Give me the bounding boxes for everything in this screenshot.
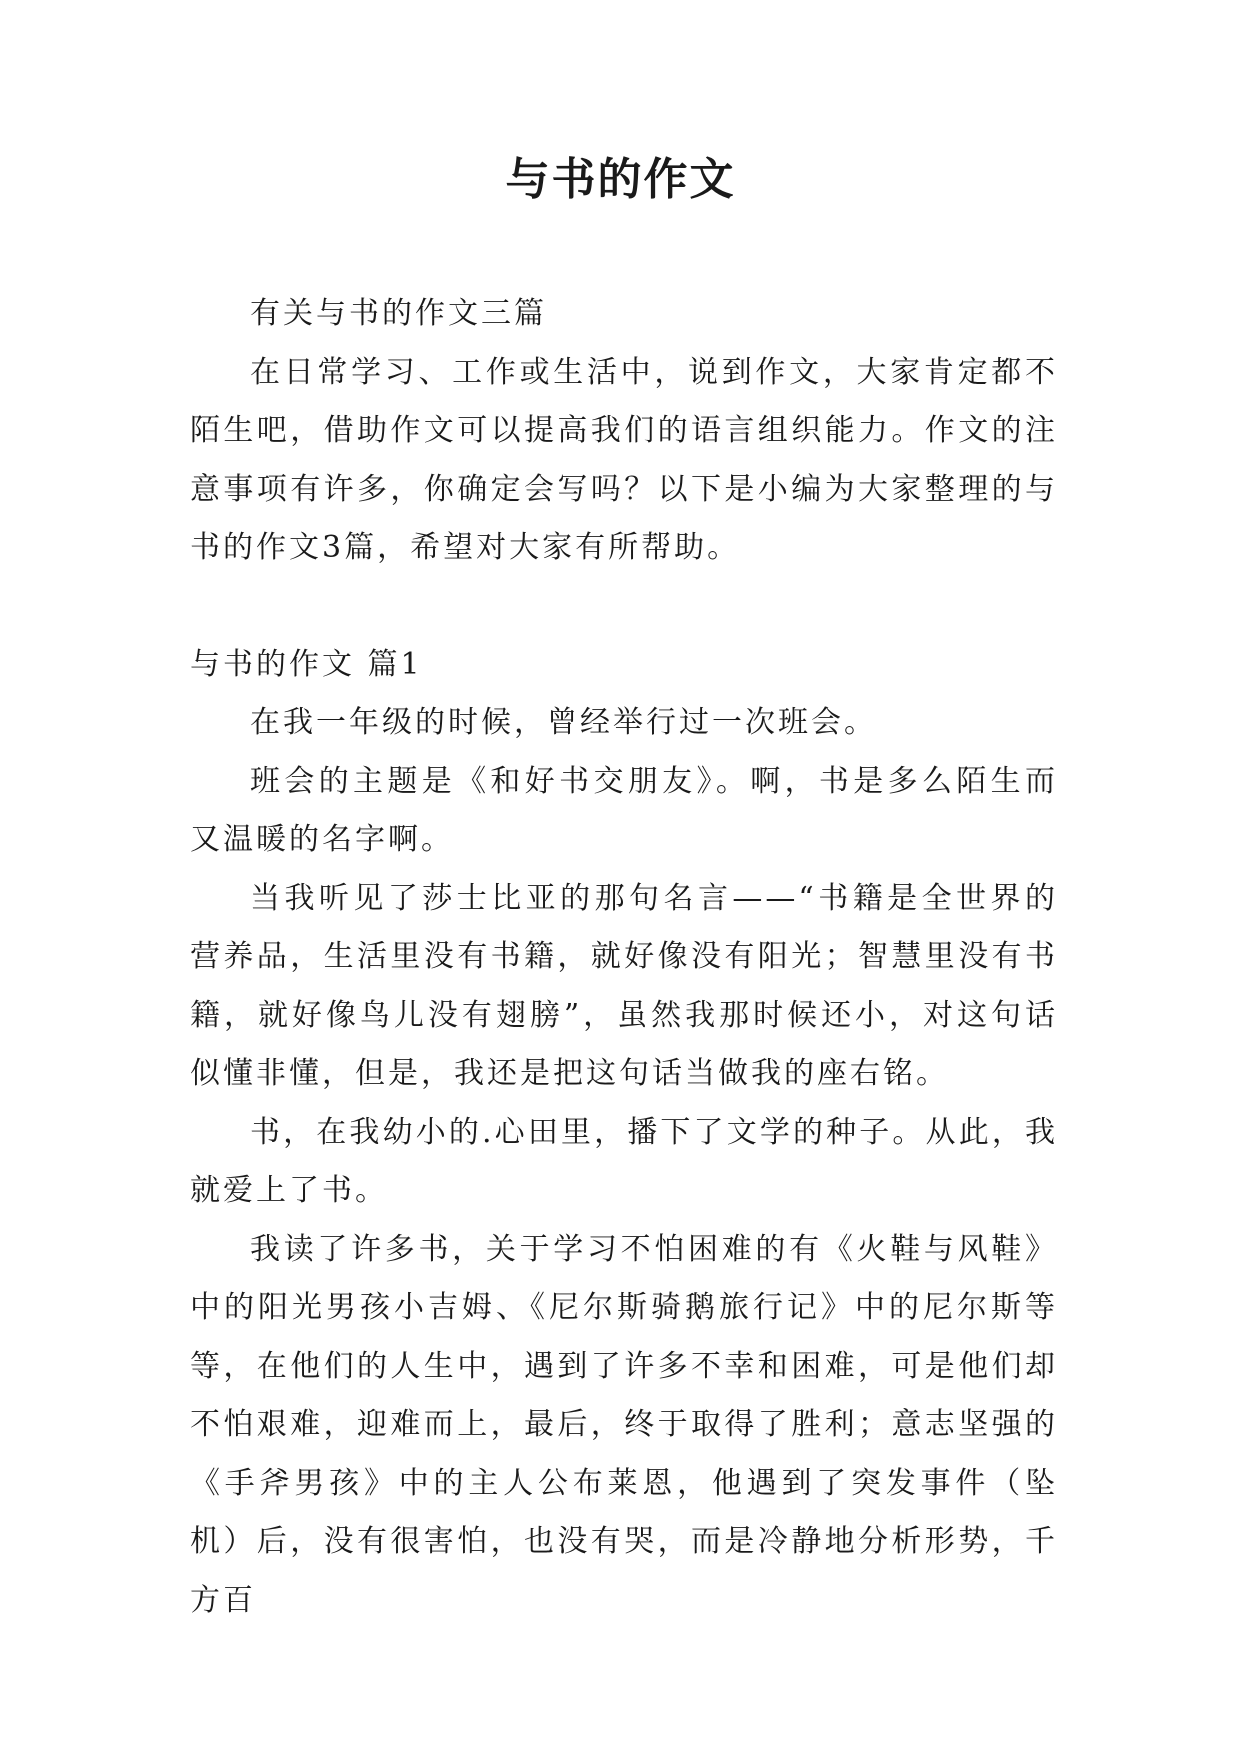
intro-heading: 有关与书的作文三篇 — [250, 296, 547, 331]
body-paragraph: 在我一年级的时候，曾经举行过一次班会。 — [250, 705, 877, 740]
section-heading: 与书的作文 篇1 — [190, 646, 423, 682]
document-title: 与书的作文 — [505, 154, 736, 205]
body-paragraph: 书，在我幼小的.心田里，播下了文学的种子。从此，我就爱上了书。 — [190, 1114, 1058, 1208]
body-paragraph: 当我听见了莎士比亚的那句名言——“书籍是全世界的营养品，生活里没有书籍，就好像没有阳光；智慧里没有书籍，就好像鸟儿没有翅膀”，虽然我那时候还小，对这句话似懂非懂，但是，我还是把这句话当做我的座右铭。 — [190, 880, 1058, 1091]
document-body — [190, 285, 1058, 1630]
body-paragraph: 班会的主题是《和好书交朋友》。啊，书是多么陌生而又温暖的名字啊。 — [190, 763, 1058, 857]
body-paragraph: 我读了许多书，关于学习不怕困难的有《火鞋与风鞋》中的阳光男孩小吉姆、《尼尔斯骑鹅旅行记》中的尼尔斯等等，在他们的人生中，遇到了许多不幸和困难，可是他们却不怕艰难，迎难而上，最后，终于取得了胜利；意志坚强的《手斧男孩》中的主人公布莱恩，他遇到了突发事件（坠机）后，没有很害怕，也没有哭，而是冷静地分析形势，千方百 — [190, 1231, 1058, 1618]
intro-paragraph: 在日常学习、工作或生活中，说到作文，大家肯定都不陌生吧，借助作文可以提高我们的语言组织能力。作文的注意事项有许多，你确定会写吗？以下是小编为大家整理的与书的作文3篇，希望对大家有所帮助。 — [190, 354, 1058, 565]
